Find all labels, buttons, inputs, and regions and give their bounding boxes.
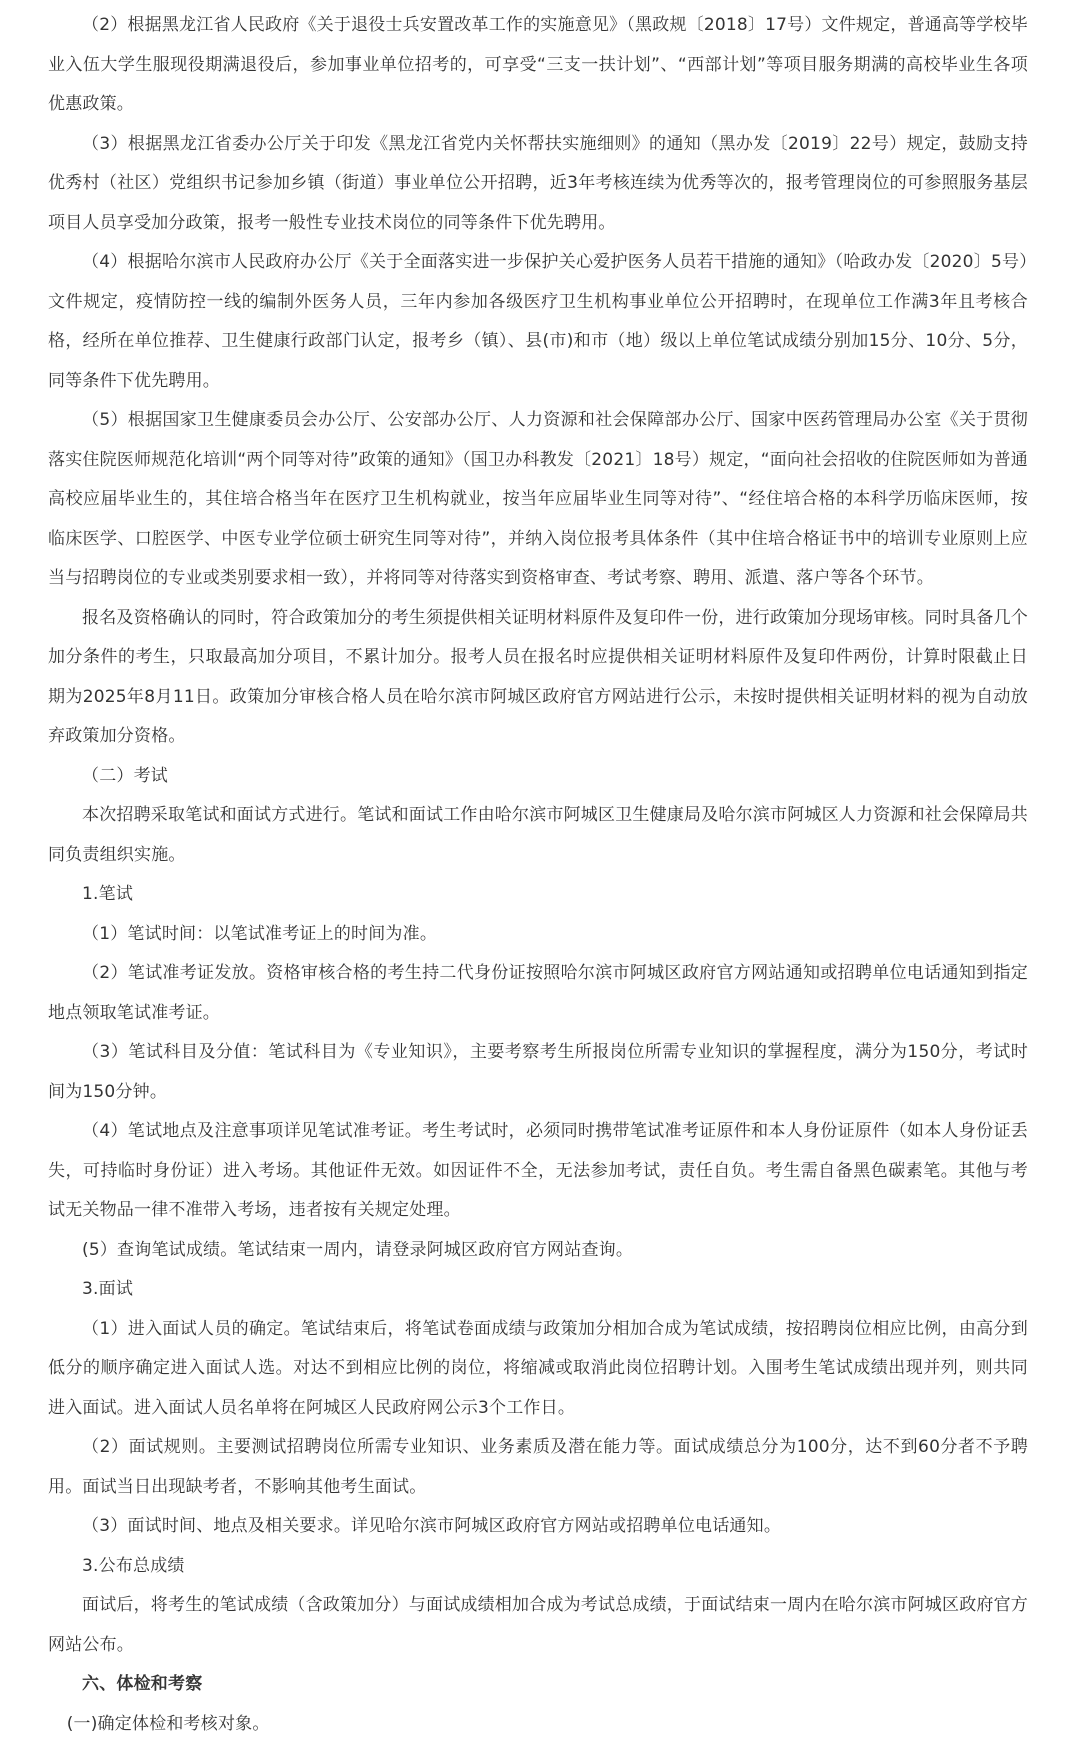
paragraph: （4）根据哈尔滨市人民政府办公厅《关于全面落实进一步保护关心爱护医务人员若干措施的通知》（哈政办发〔2020〕5号）文件规定，疫情防控一线的编制外医务人员，三年内参加各级医疗卫生机构事业单位公开招聘时，在现单位工作满3年且考核合格，经所在单位推荐、卫生健康行政部门认定，报考乡（镇）、县(市)和市（地）级以上单位笔试成绩分别加15分、10分、5分，同等条件下优先聘用。: [48, 243, 1028, 401]
paragraph: (一)确定体检和考核对象。: [48, 1705, 1028, 1744]
paragraph: （2）根据黑龙江省人民政府《关于退役士兵安置改革工作的实施意见》（黑政规〔2018〕17号）文件规定，普通高等学校毕业入伍大学生服现役期满退役后，参加事业单位招考的，可享受“三支一扶计划”、“西部计划”等项目服务期满的高校毕业生各项优惠政策。: [48, 6, 1028, 125]
paragraph: （2）笔试准考证发放。资格审核合格的考生持二代身份证按照哈尔滨市阿城区政府官方网站通知或招聘单位电话通知到指定地点领取笔试准考证。: [48, 954, 1028, 1033]
paragraph: 报名及资格确认的同时，符合政策加分的考生须提供相关证明材料原件及复印件一份，进行政策加分现场审核。同时具备几个加分条件的考生，只取最高加分项目，不累计加分。报考人员在报名时应提供相关证明材料原件及复印件两份，计算时限截止日期为2025年8月11日。政策加分审核合格人员在哈尔滨市阿城区政府官方网站进行公示，未按时提供相关证明材料的视为自动放弃政策加分资格。: [48, 599, 1028, 757]
paragraph: （5）根据国家卫生健康委员会办公厅、公安部办公厅、人力资源和社会保障部办公厅、国家中医药管理局办公室《关于贯彻落实住院医师规范化培训“两个同等对待”政策的通知》（国卫办科教发〔2021〕18号）规定，“面向社会招收的住院医师如为普通高校应届毕业生的，其住培合格当年在医疗卫生机构就业，按当年应届毕业生同等对待”、“经住培合格的本科学历临床医师，按临床医学、口腔医学、中医专业学位硕士研究生同等对待”，并纳入岗位报考具体条件（其中住培合格证书中的培训专业原则上应当与招聘岗位的专业或类别要求相一致），并将同等对待落实到资格审查、考试考察、聘用、派遣、落户等各个环节。: [48, 401, 1028, 599]
paragraph: 1.笔试: [48, 875, 1028, 915]
paragraph: 面试后，将考生的笔试成绩（含政策加分）与面试成绩相加合成为考试总成绩，于面试结束一周内在哈尔滨市阿城区政府官方网站公布。: [48, 1586, 1028, 1665]
section-heading: 六、体检和考察: [48, 1665, 1028, 1705]
paragraph: （2）面试规则。主要测试招聘岗位所需专业知识、业务素质及潜在能力等。面试成绩总分为100分，达不到60分者不予聘用。面试当日出现缺考者，不影响其他考生面试。: [48, 1428, 1028, 1507]
paragraph: （3）面试时间、地点及相关要求。详见哈尔滨市阿城区政府官方网站或招聘单位电话通知。: [48, 1507, 1028, 1547]
paragraph: (5）查询笔试成绩。笔试结束一周内，请登录阿城区政府官方网站查询。: [48, 1231, 1028, 1271]
paragraph: （3）根据黑龙江省委办公厅关于印发《黑龙江省党内关怀帮扶实施细则》的通知（黑办发〔2019〕22号）规定，鼓励支持优秀村（社区）党组织书记参加乡镇（街道）事业单位公开招聘，近3年考核连续为优秀等次的，报考管理岗位的可参照服务基层项目人员享受加分政策，报考一般性专业技术岗位的同等条件下优先聘用。: [48, 125, 1028, 244]
document-body: [48, 6, 1028, 1744]
paragraph: （1）笔试时间：以笔试准考证上的时间为准。: [48, 915, 1028, 955]
paragraph: （1）进入面试人员的确定。笔试结束后，将笔试卷面成绩与政策加分相加合成为笔试成绩，按招聘岗位相应比例，由高分到低分的顺序确定进入面试人选。对达不到相应比例的岗位，将缩减或取消此岗位招聘计划。入围考生笔试成绩出现并列，则共同进入面试。进入面试人员名单将在阿城区人民政府网公示3个工作日。: [48, 1310, 1028, 1429]
paragraph: 3.面试: [48, 1270, 1028, 1310]
paragraph: （3）笔试科目及分值：笔试科目为《专业知识》，主要考察考生所报岗位所需专业知识的掌握程度，满分为150分，考试时间为150分钟。: [48, 1033, 1028, 1112]
paragraph: 3.公布总成绩: [48, 1547, 1028, 1587]
paragraph: （二）考试: [48, 757, 1028, 797]
paragraph: 本次招聘采取笔试和面试方式进行。笔试和面试工作由哈尔滨市阿城区卫生健康局及哈尔滨市阿城区人力资源和社会保障局共同负责组织实施。: [48, 796, 1028, 875]
paragraph: （4）笔试地点及注意事项详见笔试准考证。考生考试时，必须同时携带笔试准考证原件和本人身份证原件（如本人身份证丢失，可持临时身份证）进入考场。其他证件无效。如因证件不全，无法参加考试，责任自负。考生需自备黑色碳素笔。其他与考试无关物品一律不准带入考场，违者按有关规定处理。: [48, 1112, 1028, 1231]
